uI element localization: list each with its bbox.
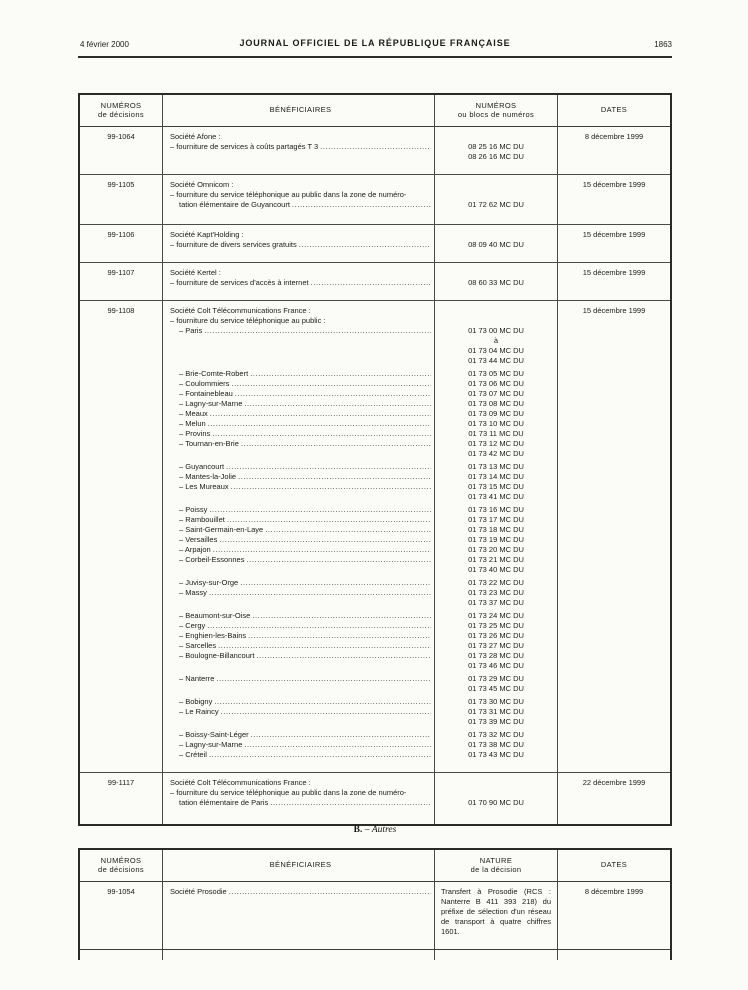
decision-date: 15 décembre 1999 <box>582 268 646 277</box>
number-block: 01 73 07 MC DU <box>468 389 524 398</box>
date-cell <box>557 175 670 224</box>
header-line: de décisions <box>98 109 144 119</box>
beneficiary-text: – Arpajon <box>179 545 211 554</box>
beneficiary-text: – Mantes-la-Jolie <box>179 472 237 481</box>
beneficiary-line <box>170 674 431 684</box>
date-cell <box>557 225 670 262</box>
table1-header-row <box>80 95 670 127</box>
dot-leader <box>229 887 431 897</box>
beneficiary-line <box>170 482 431 492</box>
beneficiary-text <box>170 717 172 727</box>
table-row <box>80 772 670 824</box>
header-numeros-decisions <box>80 95 162 126</box>
dot-leader <box>221 707 431 717</box>
dot-leader <box>244 399 431 409</box>
beneficiary-text: – Brie-Comte-Robert <box>179 369 249 378</box>
number-block <box>435 778 557 788</box>
beneficiary-line <box>170 788 431 798</box>
beneficiary-cell <box>162 127 434 174</box>
beneficiary-line <box>170 578 431 588</box>
decision-date: 15 décembre 1999 <box>582 306 646 315</box>
dot-leader <box>311 278 431 288</box>
dot-leader <box>209 505 431 515</box>
decision-number-cell <box>80 225 162 262</box>
beneficiary-text: – Massy <box>179 588 207 597</box>
dot-leader <box>213 545 431 555</box>
beneficiary-line <box>170 326 431 336</box>
number-block: 01 73 12 MC DU <box>468 439 524 448</box>
beneficiary-text <box>170 336 172 346</box>
beneficiary-text: – Tournan-en-Brie <box>179 439 239 448</box>
beneficiary-text: – Nanterre <box>179 674 215 683</box>
dot-leader <box>251 730 431 740</box>
beneficiary-line <box>170 555 431 565</box>
number-block: 01 73 28 MC DU <box>468 651 524 660</box>
beneficiary-line <box>170 611 431 621</box>
number-block: 01 73 23 MC DU <box>468 588 524 597</box>
beneficiary-line <box>170 152 431 162</box>
beneficiary-text: Société Colt Télécommunications France : <box>170 306 311 315</box>
beneficiary-cell <box>162 263 434 300</box>
beneficiary-text: – Beaumont-sur-Oise <box>179 611 251 620</box>
beneficiary-text: – Lagny-sur-Marne <box>179 740 243 749</box>
beneficiary-line <box>170 588 431 598</box>
date-cell <box>557 263 670 300</box>
table-row <box>80 300 670 772</box>
header-beneficiaires <box>162 850 434 881</box>
date-cell <box>557 882 670 949</box>
beneficiary-text: – Provins <box>179 429 211 438</box>
beneficiary-line <box>170 525 431 535</box>
dot-leader <box>252 611 431 621</box>
dot-leader <box>240 578 431 588</box>
header-line: BÉNÉFICIAIRES <box>269 105 332 115</box>
dot-leader <box>207 621 431 631</box>
beneficiary-text: – Bobigny <box>179 697 213 706</box>
beneficiary-text: – Juvisy-sur-Orge <box>179 578 239 587</box>
beneficiary-line <box>170 798 431 808</box>
number-block: 01 73 20 MC DU <box>468 545 524 554</box>
beneficiary-line <box>170 535 431 545</box>
table2-header-row <box>80 850 670 882</box>
number-block <box>435 230 557 240</box>
beneficiary-line <box>170 730 431 740</box>
beneficiary-text: – Les Mureaux <box>179 482 229 491</box>
header-dates <box>557 95 670 126</box>
beneficiary-cell <box>162 773 434 824</box>
number-block: 01 73 42 MC DU <box>468 449 524 458</box>
number-block <box>435 788 557 798</box>
beneficiary-text: – Le Raincy <box>179 707 219 716</box>
dot-leader <box>248 631 431 641</box>
page-number: 1863 <box>654 40 672 49</box>
decision-date: 8 décembre 1999 <box>584 132 644 141</box>
header-beneficiaires <box>162 95 434 126</box>
header-line: BÉNÉFICIAIRES <box>269 860 332 870</box>
beneficiary-text: – Versailles <box>179 535 218 544</box>
number-block: 01 73 19 MC DU <box>468 535 524 544</box>
number-block: 08 26 16 MC DU <box>468 152 524 161</box>
number-block: 01 73 15 MC DU <box>468 482 524 491</box>
beneficiary-line <box>170 369 431 379</box>
beneficiary-text: – fourniture du service téléphonique au public : <box>170 316 326 325</box>
nature-cell: Transfert à Prosodie (RCS : Nanterre B 411 393 218) du préfixe de sélection d'un réseau de transport à quatre chiffres 1601. <box>434 882 557 949</box>
beneficiary-line <box>170 278 431 288</box>
section-b-label: B. <box>353 825 363 835</box>
decision-number: 99-1054 <box>107 887 135 896</box>
beneficiary-line <box>170 230 431 240</box>
beneficiary-line <box>170 429 431 439</box>
beneficiary-text: – Paris <box>179 326 203 335</box>
autres-decisions-table <box>78 848 672 960</box>
dot-leader <box>246 555 431 565</box>
beneficiary-text: – Enghien-les-Bains <box>179 631 247 640</box>
header-numeros-decisions <box>80 850 162 881</box>
beneficiary-text: – fourniture du service téléphonique au public dans la zone de numéro- <box>170 190 407 199</box>
beneficiary-line <box>170 316 431 326</box>
number-block: 01 73 25 MC DU <box>468 621 524 630</box>
decision-number: 99-1106 <box>107 230 135 239</box>
masthead <box>78 38 672 52</box>
beneficiary-line <box>170 631 431 641</box>
header-nature-decision <box>434 850 557 881</box>
dot-leader <box>256 651 431 661</box>
header-line: ou blocs de numéros <box>457 109 535 119</box>
number-block <box>435 268 557 278</box>
dot-leader <box>214 697 431 707</box>
stub-cell <box>80 950 162 960</box>
beneficiary-text: Société Prosodie <box>170 887 227 896</box>
dot-leader <box>210 409 431 419</box>
dot-leader <box>238 472 431 482</box>
beneficiary-line <box>170 697 431 707</box>
beneficiary-line <box>170 346 431 356</box>
beneficiary-line <box>170 240 431 250</box>
number-block: 01 72 62 MC DU <box>468 200 524 209</box>
beneficiary-line <box>170 409 431 419</box>
table-row <box>80 174 670 224</box>
number-block <box>435 306 557 316</box>
decision-date: 15 décembre 1999 <box>582 230 646 239</box>
issue-date: 4 février 2000 <box>80 40 129 49</box>
header-line: NUMÉROS <box>100 856 142 865</box>
number-block: 01 73 39 MC DU <box>468 717 524 726</box>
number-block: 01 73 09 MC DU <box>468 409 524 418</box>
beneficiary-text <box>170 565 172 575</box>
beneficiary-cell <box>162 882 434 949</box>
number-block: 01 73 41 MC DU <box>468 492 524 501</box>
number-block: 01 73 26 MC DU <box>468 631 524 640</box>
dot-leader <box>231 482 431 492</box>
number-block: 01 73 08 MC DU <box>468 399 524 408</box>
table-row <box>80 127 670 174</box>
number-block: 01 73 37 MC DU <box>468 598 524 607</box>
beneficiary-line <box>170 336 431 346</box>
section-b-dash: – <box>364 825 370 835</box>
stub-cell <box>557 950 670 960</box>
next-row-stub <box>80 949 670 960</box>
dot-leader <box>241 439 431 449</box>
number-block: 01 73 10 MC DU <box>468 419 524 428</box>
beneficiary-text: Société Kapt'Holding : <box>170 230 244 239</box>
number-block: 01 73 24 MC DU <box>468 611 524 620</box>
beneficiary-line <box>170 598 431 608</box>
beneficiary-text: tation élémentaire de Paris <box>179 798 269 807</box>
beneficiary-line <box>170 505 431 515</box>
masthead-rule <box>78 56 672 58</box>
decision-number-cell <box>80 882 162 949</box>
header-line: de décisions <box>98 864 144 874</box>
beneficiary-text: – Boissy-Saint-Léger <box>179 730 249 739</box>
beneficiary-line <box>170 621 431 631</box>
beneficiary-line <box>170 356 431 366</box>
beneficiary-line <box>170 661 431 671</box>
number-block: 01 73 40 MC DU <box>468 565 524 574</box>
beneficiary-text: – fourniture de services d'accès à internet <box>170 278 309 287</box>
decision-number: 99-1064 <box>107 132 135 141</box>
number-block: 01 73 27 MC DU <box>468 641 524 650</box>
beneficiary-text <box>170 152 172 162</box>
number-block: 01 73 44 MC DU <box>468 356 524 365</box>
number-block <box>435 190 557 200</box>
beneficiary-text: Société Omnicom : <box>170 180 234 189</box>
numbers-cell <box>434 773 557 824</box>
decision-date: 15 décembre 1999 <box>582 180 646 189</box>
number-block <box>435 180 557 190</box>
beneficiary-text: Société Kertel : <box>170 268 221 277</box>
number-block: 01 73 13 MC DU <box>468 462 524 471</box>
beneficiary-line <box>170 717 431 727</box>
decision-date: 22 décembre 1999 <box>582 778 646 787</box>
beneficiary-line <box>170 492 431 502</box>
beneficiary-text <box>170 661 172 671</box>
number-block: 01 73 38 MC DU <box>468 740 524 749</box>
beneficiary-line <box>170 472 431 482</box>
number-block: 01 73 29 MC DU <box>468 674 524 683</box>
beneficiary-line <box>170 641 431 651</box>
dot-leader <box>299 240 431 250</box>
number-block: 01 73 05 MC DU <box>468 369 524 378</box>
number-block <box>435 132 557 142</box>
section-b-title: Autres <box>371 825 397 835</box>
number-block: 08 25 16 MC DU <box>468 142 524 151</box>
beneficiary-line <box>170 419 431 429</box>
beneficiary-text: – Boulogne-Billancourt <box>179 651 255 660</box>
decision-number-cell <box>80 263 162 300</box>
number-block: 01 73 16 MC DU <box>468 505 524 514</box>
beneficiary-line <box>170 389 431 399</box>
date-cell <box>557 127 670 174</box>
number-block: 01 70 90 MC DU <box>468 798 524 807</box>
number-block: 01 73 43 MC DU <box>468 750 524 759</box>
dot-leader <box>218 641 431 651</box>
number-block <box>435 316 557 326</box>
beneficiary-line <box>170 740 431 750</box>
dot-leader <box>227 515 431 525</box>
number-block: 01 73 46 MC DU <box>468 661 524 670</box>
number-block: 01 73 14 MC DU <box>468 472 524 481</box>
dot-leader <box>231 379 431 389</box>
beneficiary-line <box>170 887 431 897</box>
beneficiary-line <box>170 449 431 459</box>
beneficiary-text: – fourniture du service téléphonique au public dans la zone de numéro- <box>170 788 407 797</box>
beneficiary-line <box>170 750 431 760</box>
beneficiary-line <box>170 306 431 316</box>
dot-leader <box>235 389 431 399</box>
number-block: 01 73 22 MC DU <box>468 578 524 587</box>
beneficiary-text: – Fontainebleau <box>179 389 233 398</box>
beneficiary-text <box>170 356 172 366</box>
header-line: DATES <box>600 860 628 870</box>
dot-leader <box>244 740 431 750</box>
beneficiary-line <box>170 684 431 694</box>
number-block: 01 73 32 MC DU <box>468 730 524 739</box>
number-block: 01 73 11 MC DU <box>468 429 524 438</box>
beneficiary-line <box>170 379 431 389</box>
beneficiary-line <box>170 142 431 152</box>
beneficiary-line <box>170 545 431 555</box>
number-block: 01 73 30 MC DU <box>468 697 524 706</box>
header-line: de la décision <box>470 864 522 874</box>
dot-leader <box>226 462 431 472</box>
beneficiary-line <box>170 515 431 525</box>
beneficiary-text: – Poissy <box>179 505 208 514</box>
beneficiary-line <box>170 439 431 449</box>
beneficiary-text: – Cergy <box>179 621 206 630</box>
decision-number-cell <box>80 301 162 772</box>
beneficiary-cell <box>162 225 434 262</box>
number-block: 01 73 06 MC DU <box>468 379 524 388</box>
number-block: 08 60 33 MC DU <box>468 278 524 287</box>
number-block: 01 73 18 MC DU <box>468 525 524 534</box>
beneficiary-text: – Sarcelles <box>179 641 217 650</box>
dot-leader <box>204 326 431 336</box>
dot-leader <box>209 588 431 598</box>
beneficiary-cell <box>162 301 434 772</box>
dot-leader <box>265 525 431 535</box>
beneficiary-text: Société Afone : <box>170 132 221 141</box>
beneficiary-text: – fourniture de services à coûts partagés T 3 <box>170 142 319 151</box>
beneficiary-line <box>170 399 431 409</box>
beneficiary-text: – Meaux <box>179 409 208 418</box>
beneficiary-text: – Lagny-sur-Marne <box>179 399 243 408</box>
beneficiary-text: Société Colt Télécommunications France : <box>170 778 311 787</box>
numbers-cell <box>434 175 557 224</box>
number-block: 01 73 00 MC DU <box>468 326 524 335</box>
dot-leader <box>209 750 431 760</box>
beneficiary-text: – Saint-Germain-en-Laye <box>179 525 264 534</box>
decision-number-cell <box>80 773 162 824</box>
date-cell <box>557 301 670 772</box>
number-block: 01 73 21 MC DU <box>468 555 524 564</box>
beneficiary-line <box>170 462 431 472</box>
dot-leader <box>219 535 431 545</box>
numbers-decisions-table <box>78 93 672 826</box>
stub-cell <box>434 950 557 960</box>
beneficiary-text <box>170 346 172 356</box>
dot-leader <box>216 674 431 684</box>
dot-leader <box>270 798 431 808</box>
header-line: NATURE <box>479 856 513 865</box>
table-row <box>80 262 670 300</box>
beneficiary-line <box>170 651 431 661</box>
stub-cell <box>162 950 434 960</box>
decision-number: 99-1105 <box>107 180 135 189</box>
beneficiary-line <box>170 778 431 788</box>
number-block: à <box>493 336 499 345</box>
dot-leader <box>320 142 431 152</box>
beneficiary-line <box>170 132 431 142</box>
beneficiary-line <box>170 180 431 190</box>
beneficiary-line <box>170 707 431 717</box>
numbers-cell <box>434 263 557 300</box>
header-line: DATES <box>600 105 628 115</box>
decision-number-cell <box>80 175 162 224</box>
number-block: 01 73 17 MC DU <box>468 515 524 524</box>
beneficiary-text: – Coulommiers <box>179 379 230 388</box>
table1-body <box>80 127 670 824</box>
beneficiary-text: – fourniture de divers services gratuits <box>170 240 297 249</box>
beneficiary-text <box>170 449 172 459</box>
beneficiary-line <box>170 190 431 200</box>
beneficiary-text: tation élémentaire de Guyancourt <box>179 200 290 209</box>
decision-date: 8 décembre 1999 <box>584 887 644 896</box>
beneficiary-line <box>170 565 431 575</box>
journal-title: JOURNAL OFFICIEL DE LA RÉPUBLIQUE FRANÇAISE <box>239 38 511 48</box>
header-line: NUMÉROS <box>100 101 142 110</box>
beneficiary-text: – Guyancourt <box>179 462 225 471</box>
decision-number-cell <box>80 127 162 174</box>
table-row <box>80 224 670 262</box>
dot-leader <box>208 419 431 429</box>
section-b-heading <box>78 825 672 835</box>
date-cell <box>557 773 670 824</box>
header-dates <box>557 850 670 881</box>
beneficiary-text <box>170 598 172 608</box>
beneficiary-text: – Rambouillet <box>179 515 225 524</box>
number-block: 01 73 45 MC DU <box>468 684 524 693</box>
dot-leader <box>250 369 431 379</box>
beneficiary-text <box>170 492 172 502</box>
beneficiary-text: – Melun <box>179 419 206 428</box>
dot-leader <box>292 200 431 210</box>
beneficiary-text: – Créteil <box>179 750 207 759</box>
header-line: NUMÉROS <box>475 101 517 110</box>
numbers-cell <box>434 301 557 772</box>
numbers-cell <box>434 225 557 262</box>
decision-number: 99-1108 <box>107 306 135 315</box>
beneficiary-line <box>170 268 431 278</box>
beneficiary-text: – Corbeil-Essonnes <box>179 555 245 564</box>
number-block: 01 73 31 MC DU <box>468 707 524 716</box>
decision-number: 99-1117 <box>107 778 135 787</box>
beneficiary-cell <box>162 175 434 224</box>
beneficiary-line <box>170 200 431 210</box>
number-block: 08 09 40 MC DU <box>468 240 524 249</box>
number-block: 01 73 04 MC DU <box>468 346 524 355</box>
dot-leader <box>212 429 431 439</box>
numbers-cell <box>434 127 557 174</box>
header-numeros-blocs <box>434 95 557 126</box>
table-row <box>80 882 670 949</box>
beneficiary-text <box>170 684 172 694</box>
decision-number: 99-1107 <box>107 268 135 277</box>
